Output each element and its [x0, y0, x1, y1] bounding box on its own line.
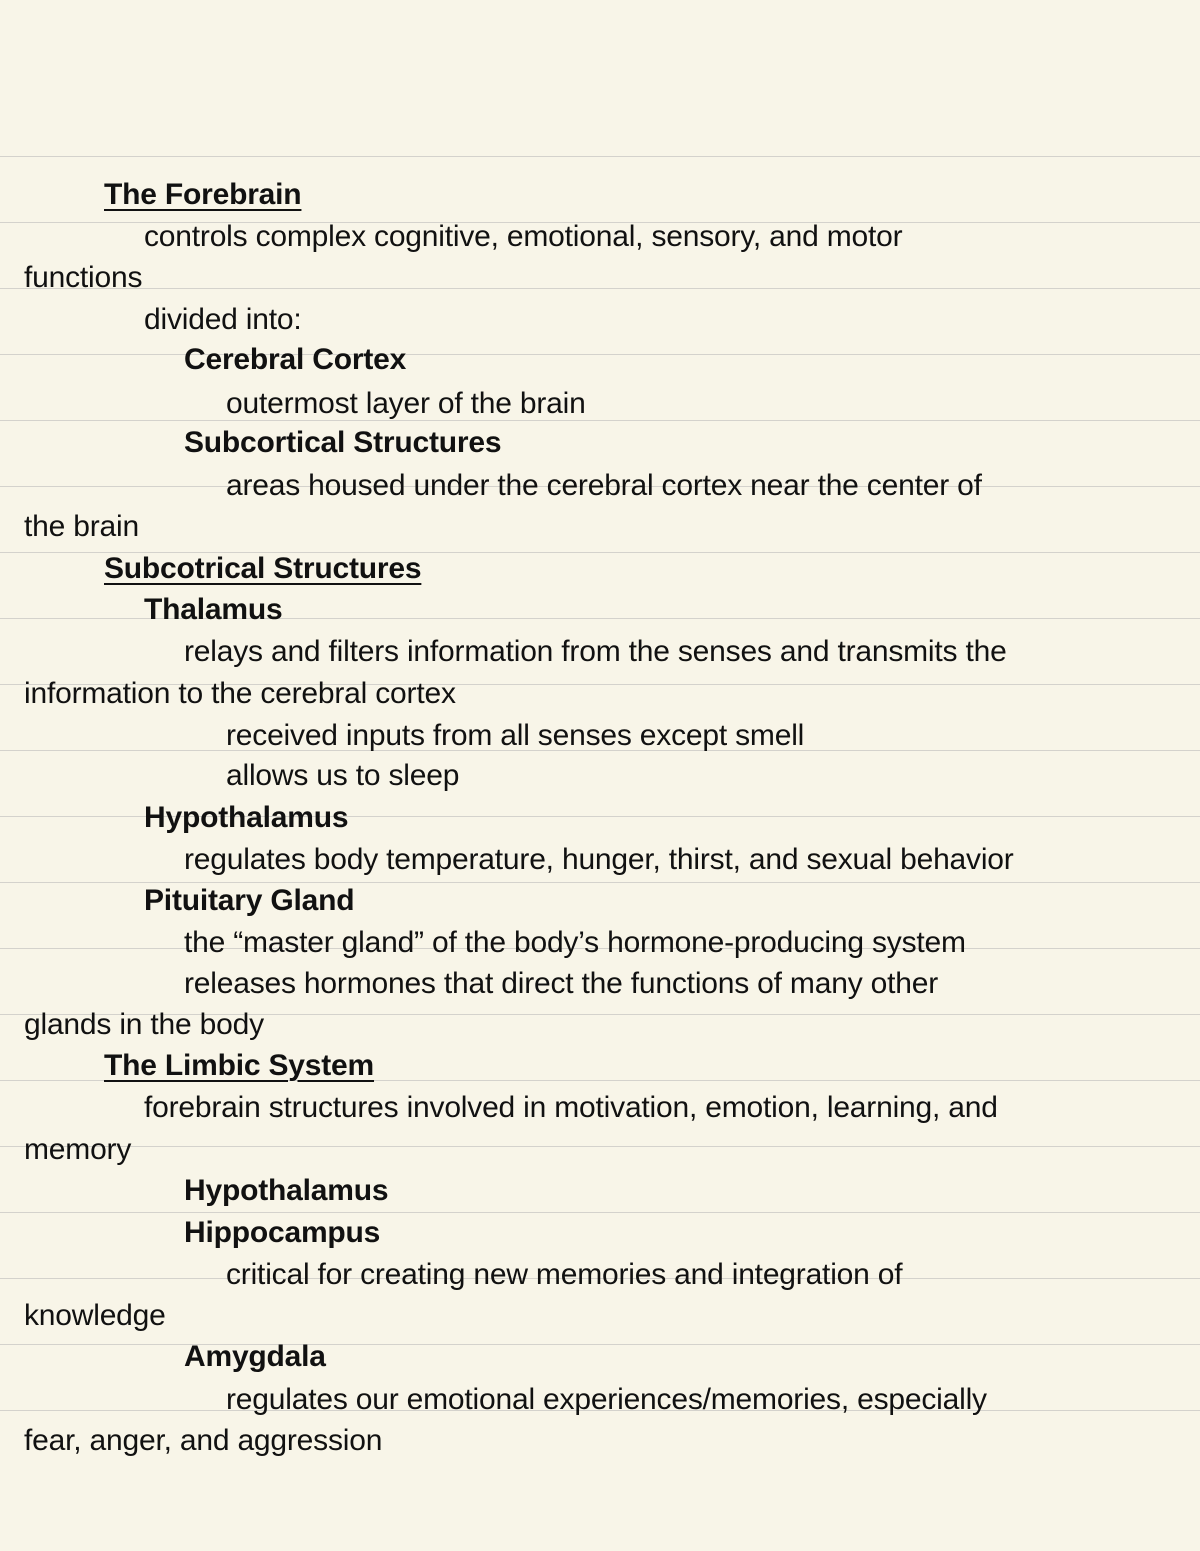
term-cerebral-cortex: Cerebral Cortex — [184, 343, 407, 376]
cerebral-cortex-definition: outermost layer of the brain — [226, 387, 586, 420]
hypothalamus-definition: regulates body temperature, hunger, thirst, and sexual behavior — [184, 843, 1014, 876]
rule-line — [0, 354, 1200, 355]
thalamus-definition: relays and filters information from the senses and transmits the — [184, 635, 1007, 668]
rule-line — [0, 420, 1200, 421]
pituitary-function-cont: glands in the body — [24, 1008, 264, 1041]
subcortical-definition-cont: the brain — [24, 510, 139, 543]
limbic-definition: forebrain structures involved in motivation, emotion, learning, and — [144, 1091, 998, 1124]
rule-line — [0, 156, 1200, 157]
forebrain-divided-into: divided into: — [144, 303, 302, 336]
rule-line — [0, 1146, 1200, 1147]
rule-line — [0, 1212, 1200, 1213]
forebrain-description-cont: functions — [24, 261, 143, 294]
term-thalamus: Thalamus — [144, 593, 283, 626]
term-amygdala: Amygdala — [184, 1340, 326, 1373]
rule-line — [0, 288, 1200, 289]
thalamus-definition-cont: information to the cerebral cortex — [24, 677, 456, 710]
pituitary-definition: the “master gland” of the body’s hormone-producing system — [184, 926, 966, 959]
thalamus-point: allows us to sleep — [226, 759, 460, 792]
limbic-definition-cont: memory — [24, 1133, 132, 1166]
amygdala-definition-cont: fear, anger, and aggression — [24, 1424, 383, 1457]
heading-limbic-system: The Limbic System — [104, 1049, 375, 1082]
amygdala-definition: regulates our emotional experiences/memories, especially — [226, 1383, 987, 1416]
heading-subcortical-structures: Subcotrical Structures — [104, 552, 422, 585]
term-subcortical-structures: Subcortical Structures — [184, 426, 502, 459]
hippocampus-definition: critical for creating new memories and integration of — [226, 1258, 903, 1291]
heading-forebrain: The Forebrain — [104, 178, 302, 211]
term-hypothalamus: Hypothalamus — [144, 801, 349, 834]
pituitary-function: releases hormones that direct the functions of many other — [184, 967, 939, 1000]
term-pituitary-gland: Pituitary Gland — [144, 884, 355, 917]
forebrain-description: controls complex cognitive, emotional, sensory, and motor — [144, 220, 903, 253]
term-hippocampus: Hippocampus — [184, 1216, 381, 1249]
hippocampus-definition-cont: knowledge — [24, 1299, 166, 1332]
rule-line — [0, 1344, 1200, 1345]
thalamus-point: received inputs from all senses except smell — [226, 719, 805, 752]
term-hypothalamus-limbic: Hypothalamus — [184, 1174, 389, 1207]
subcortical-definition: areas housed under the cerebral cortex near the center of — [226, 469, 982, 502]
